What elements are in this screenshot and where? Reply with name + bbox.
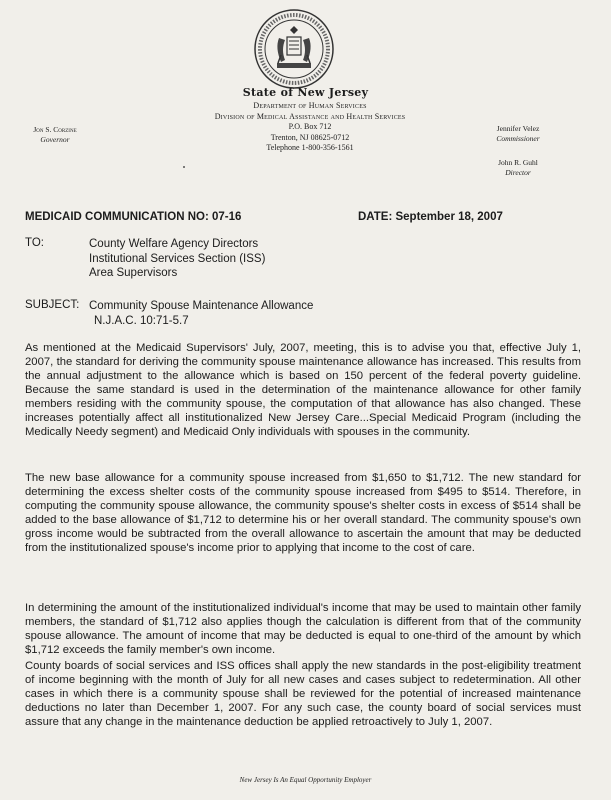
letterhead-address: [130, 101, 490, 154]
subject-label: SUBJECT:: [25, 299, 80, 311]
director-title: Director: [505, 167, 531, 177]
to-line: Institutional Services Section (ISS): [89, 252, 266, 265]
department-name: Department of Human Services: [253, 101, 367, 110]
body-paragraph-2: The new base allowance for a community spouse increased from $1,650 to $1,712. The new standard for determining the excess shelter costs of the community spouse increased from $495 to $514. Therefore, in computing the community spouse allowance, the community spouse's shelter costs in excess of $514 shall be added to the base allowance of $1,712 to determine his or her overall standard. The community spouse's own gross income would be subtracted from the overall allowance to ascertain the amount that may be deducted from the institutionalized spouse's income prior to applying that income to the cost of care.: [25, 472, 581, 554]
body-paragraph-1: As mentioned at the Medicaid Supervisors' July, 2007, meeting, this is to advise you that, effective July 1, 2007, the standard for deriving the community spouse maintenance allowance has increased. This results from the annual adjustment to the allowance which is based on 150 percent of the federal poverty guideline. Because the same standard is used in the determination of the maintenance allowance for other family members residing with the community spouse, the computation of that allowance has also changed. These increases potentially affect all institutionalized New Jersey Care...Special Medicaid Program (including the Medically Needy segment) and Medicaid Only individuals with spouses in the community.: [25, 342, 581, 438]
scan-speck: [183, 166, 185, 168]
footer-eoe: New Jersey Is An Equal Opportunity Employer: [239, 776, 372, 784]
communication-number: MEDICAID COMMUNICATION NO: 07-16: [25, 211, 242, 223]
commissioner-block: [478, 124, 558, 143]
to-line: County Welfare Agency Directors: [89, 238, 259, 250]
subject-line: N.J.A.C. 10:71-5.7: [94, 314, 189, 327]
commissioner-title: Commissioner: [496, 133, 540, 143]
governor-name: Jon S. Corzine: [33, 125, 77, 134]
city-line: Trenton, NJ 08625-0712: [270, 132, 350, 142]
director-name: John R. Guhl: [498, 158, 538, 167]
state-seal-icon: [253, 8, 335, 90]
body-paragraph-3: In determining the amount of the institutionalized individual's income that may be used to maintain other family members, the standard of $1,712 also applies though the calculation is different from that of the community spouse allowance. The amount of income that may be deducted is equal to one-third of the amount by which $1,712 exceeds the family member's own income.: [25, 602, 581, 656]
po-box: P.O. Box 712: [288, 122, 332, 131]
to-label: TO:: [25, 237, 44, 249]
telephone-line: Telephone 1-800-356-1561: [266, 143, 354, 152]
state-name: State of New Jersey: [242, 86, 369, 99]
commissioner-name: Jennifer Velez: [496, 124, 540, 133]
governor-title: Governor: [40, 134, 70, 144]
division-name: Division of Medical Assistance and Health Services: [214, 111, 406, 121]
body-paragraph-4: County boards of social services and ISS offices shall apply the new standards in the post-eligibility treatment of income beginning with the month of July for all new cases and cases subject to redetermination. All other cases in which there is a community spouse shall be reviewed for the potential of increased maintenance deductions no later than December 1, 2007. For any such case, the county board of social services must assure that any change in the maintenance deduction be applied retroactively to July 1, 2007.: [25, 660, 581, 728]
subject-line: Community Spouse Maintenance Allowance: [89, 300, 314, 312]
to-recipients: [89, 237, 265, 281]
director-block: [488, 158, 548, 177]
communication-date: DATE: September 18, 2007: [358, 211, 503, 223]
governor-block: [20, 125, 90, 144]
to-line: Area Supervisors: [89, 267, 178, 279]
subject-lines: [89, 299, 313, 328]
